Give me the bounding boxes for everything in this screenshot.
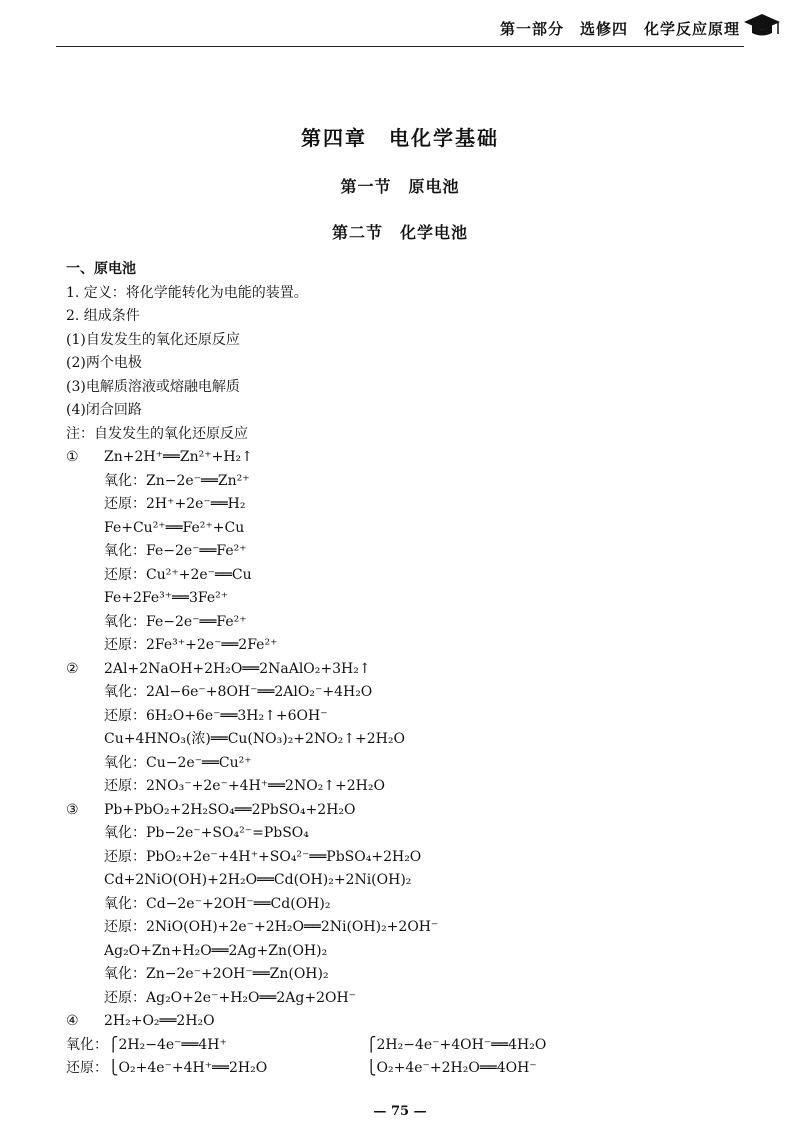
equation-text: 2Al+2NaOH+2H₂O══2NaAlO₂+3H₂↑ [104,660,371,677]
text-line: 还原：2NiO(OH)+2e⁻+2H₂O══2Ni(OH)₂+2OH⁻ [104,919,439,935]
text-line: Fe+Cu²⁺══Fe²⁺+Cu [104,519,245,536]
equation-text: 2H₂+O₂══2H₂O [104,1013,215,1029]
item-number: ① [66,449,79,465]
text-line: 氧化：Pb−2e⁻+SO₄²⁻=PbSO₄ [104,825,309,841]
item-number: ② [66,660,79,677]
text-line: Ag₂O+Zn+H₂O══2Ag+Zn(OH)₂ [104,942,328,959]
text-line: 注：自发发生的氧化还原反应 [66,425,248,442]
numbered-equation-line [66,658,746,682]
text-line: 还原：2Fe³⁺+2e⁻══2Fe²⁺ [104,637,278,653]
body-text [66,258,746,1082]
text-line: (2)两个电极 [66,355,142,371]
section-heading: 一、原电池 [66,261,136,277]
text-line: Fe+2Fe³⁺══3Fe²⁺ [104,590,229,606]
graduation-cap-icon [742,10,782,40]
text-line: Cu+4HNO₃(浓)══Cu(NO₃)₂+2NO₂↑+2H₂O [104,731,405,747]
text-line: 还原：2NO₃⁻+2e⁻+4H⁺══2NO₂↑+2H₂O [104,778,385,794]
text-line: 氧化：Zn−2e⁻+2OH⁻══Zn(OH)₂ [104,966,329,982]
text-line: 还原：Ag₂O+2e⁻+H₂O══2Ag+2OH⁻ [104,989,357,1006]
text-line: 氧化：Cd−2e⁻+2OH⁻══Cd(OH)₂ [104,895,331,912]
text-line: 还原：6H₂O+6e⁻══3H₂↑+6OH⁻ [104,707,328,724]
text-line: 还原：PbO₂+2e⁻+4H⁺+SO₄²⁻══PbSO₄+2H₂O [104,848,422,865]
numbered-equation-line [66,446,746,470]
header-title: 第一部分 选修四 化学反应原理 [499,20,740,38]
equation-text: Zn+2H⁺══Zn²⁺+H₂↑ [104,449,253,465]
equation-text: Pb+PbO₂+2H₂SO₄══2PbSO₄+2H₂O [104,801,356,818]
text-line: ⎩O₂+4e⁻+2H₂O══4OH⁻ [366,1059,537,1076]
text-line: 氧化：Fe−2e⁻══Fe²⁺ [104,543,247,559]
text-line: 还原：Cu²⁺+2e⁻══Cu [104,566,252,583]
text-line: 氧化：2Al−6e⁻+8OH⁻══2AlO₂⁻+4H₂O [104,684,373,700]
alkaline-half-reactions [366,1034,546,1080]
page-number: — 75 — [373,1104,427,1119]
section-title-2: 第二节 化学电池 [331,223,468,242]
text-line: ⎧2H₂−4e⁻+4OH⁻══4H₂O [366,1036,547,1053]
chapter-title: 第四章 电化学基础 [301,126,499,150]
text-line: 氧化：Zn−2e⁻══Zn²⁺ [104,472,250,489]
page-header [0,0,800,52]
text-line: 还原：2H⁺+2e⁻══H₂ [104,496,246,512]
item-number: ③ [66,801,79,818]
numbered-equation-line [66,1010,746,1034]
header-rule [56,46,744,47]
text-line: 1. 定义：将化学能转化为电能的装置。 [66,284,308,301]
text-line: 氧化：Fe−2e⁻══Fe²⁺ [104,613,247,630]
acidic-half-reactions [66,1034,267,1080]
text-line: 氧化：⎧2H₂−4e⁻══4H⁺ [66,1036,227,1053]
text-line: 还原：⎩O₂+4e⁻+4H⁺══2H₂O [66,1059,268,1076]
numbered-equation-line [66,799,746,823]
text-line: 氧化：Cu−2e⁻══Cu²⁺ [104,754,252,771]
text-line: 2. 组成条件 [66,308,140,324]
text-line: (4)闭合回路 [66,402,142,418]
section-title-1: 第一节 原电池 [340,177,460,196]
text-line: (3)电解质溶液或熔融电解质 [66,378,240,395]
text-line: (1)自发发生的氧化还原反应 [66,331,240,348]
text-line: Cd+2NiO(OH)+2H₂O══Cd(OH)₂+2Ni(OH)₂ [104,872,412,888]
fuel-cell-half-reactions [66,1034,746,1082]
item-number: ④ [66,1013,79,1029]
